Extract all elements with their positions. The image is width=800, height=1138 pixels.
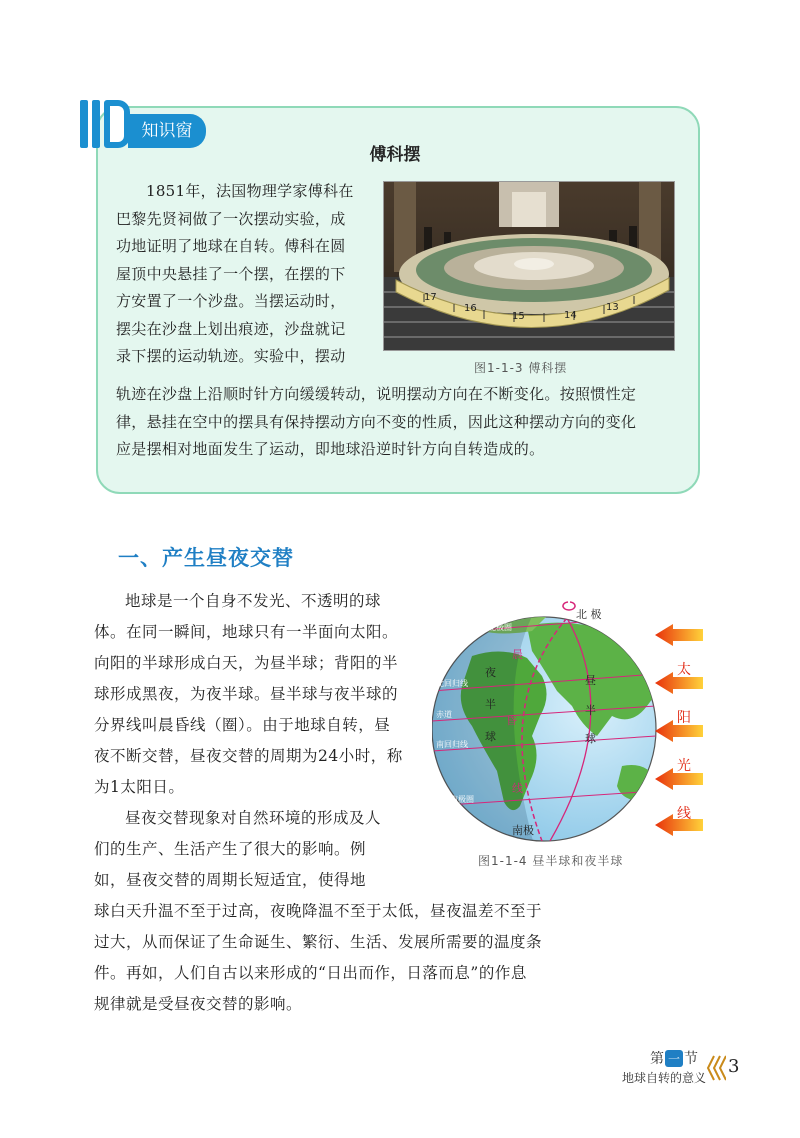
- text-line: 规律就是受昼夜交替的影响。: [94, 995, 303, 1013]
- photo-scale-number: 16: [464, 303, 477, 314]
- text-line: 分界线叫晨昏线（圈）。由于地球自转，昼: [94, 716, 391, 734]
- text-line: 屋顶中央悬挂了一个摆，在摆的下: [116, 264, 346, 283]
- tropic-cancer-label: 北回归线: [436, 679, 468, 688]
- night-label-char: 半: [485, 698, 496, 711]
- section-heading: 一、产生昼夜交替: [118, 546, 294, 570]
- photo-caption: 图1-1-3 傅科摆: [474, 361, 568, 375]
- south-pole-label: 南极: [512, 824, 534, 837]
- text-line: 摆尖在沙盘上划出痕迹，沙盘就记: [116, 319, 346, 338]
- text-line: 录下摆的运动轨迹。实验中，摆动: [116, 347, 346, 365]
- tropic-capricorn-label: 南回归线: [436, 740, 468, 749]
- globe-caption: 图1-1-4 昼半球和夜半球: [478, 854, 624, 868]
- text-line: 地球是一个自身不发光、不透明的球: [125, 592, 382, 610]
- text-line: 体。在同一瞬间，地球只有一半面向太阳。: [94, 623, 399, 641]
- photo-scale-number: 17: [424, 292, 437, 303]
- rotation-arrow-icon: [563, 602, 575, 610]
- text-line: 们的生产、生活产生了很大的影响。例: [94, 840, 367, 858]
- photo-scale-number: 13: [606, 302, 619, 313]
- sunlight-label-char: 阳: [677, 710, 691, 726]
- footer-section-suffix: 节: [684, 1051, 699, 1067]
- text-line: 过大，从而保证了生命诞生、繁衍、生活、发展所需要的温度条: [94, 933, 543, 951]
- sunlight-label-char: 太: [677, 662, 691, 678]
- sunlight-arrow-icon: [655, 624, 703, 646]
- day-label-char: 半: [585, 704, 596, 717]
- antarctic-circle-label: 南极圈: [450, 795, 474, 804]
- text-line: 功地证明了地球在自转。傅科在圆: [116, 237, 346, 255]
- foucault-pendulum-photo: [383, 181, 675, 351]
- night-label-char: 夜: [485, 666, 496, 679]
- text-line: 件。再如，人们自古以来形成的“日出而作，日落而息”的作息: [94, 964, 527, 982]
- text-line: 昼夜交替现象对自然环境的形成及人: [125, 809, 382, 827]
- foucault-pendulum-illustration: [384, 182, 674, 350]
- day-label-char: 球: [585, 732, 596, 745]
- text-line: 球白天升温不至于过高，夜晚降温不至于太低，昼夜温差不至于: [94, 902, 543, 920]
- footer-subtitle: 地球自转的意义: [622, 1071, 707, 1085]
- text-line: 轨迹在沙盘上沿顺时针方向缓缓转动，说明摆动方向在不断变化。按照惯性定: [116, 385, 637, 403]
- terminator-label-char: 昏: [506, 714, 517, 727]
- equator-label: 赤道: [436, 710, 452, 719]
- knowledge-paragraph: [116, 178, 354, 371]
- day-label-char: 昼: [585, 674, 596, 687]
- knowledge-window-badge: 知识窗: [128, 114, 206, 148]
- text-line: 向阳的半球形成白天，为昼半球；背阳的半: [94, 654, 399, 672]
- night-label-char: 球: [485, 730, 496, 743]
- photo-scale-number: 14: [564, 310, 577, 321]
- section-paragraph-2: [94, 896, 542, 1020]
- text-line: 方安置了一个沙盘。当摆运动时，: [116, 292, 346, 310]
- text-line: 巴黎先贤祠做了一次摆动实验，成: [116, 209, 346, 228]
- arctic-circle-label: 北极圈: [488, 623, 512, 632]
- terminator-label-char: 晨: [512, 648, 523, 661]
- text-line: 应是摆相对地面发生了运动，即地球沿逆时针方向自转造成的。: [116, 440, 545, 458]
- text-line: 律，悬挂在空中的摆具有保持摆动方向不变的性质，因此这种摆动方向的变化: [116, 412, 637, 431]
- north-pole-label: 北 极: [576, 608, 602, 621]
- footer-chevron-icon: [706, 1054, 726, 1088]
- footer-section-number: 一: [665, 1050, 683, 1067]
- terminator-label-char: 线: [512, 782, 523, 795]
- page-number: 3: [728, 1056, 740, 1077]
- knowledge-window-badge-icon: [78, 100, 132, 148]
- text-line: 如，昼夜交替的周期长短适宜，使得地: [94, 871, 367, 889]
- text-line: 为1太阳日。: [94, 778, 185, 796]
- text-line: 夜不断交替，昼夜交替的周期为24小时，称: [94, 747, 403, 765]
- sunlight-label-char: 光: [677, 758, 691, 774]
- footer-section: [650, 1048, 698, 1068]
- knowledge-window-title: 傅科摆: [369, 145, 421, 165]
- section-paragraph-1: [94, 586, 403, 896]
- text-line: 1851年，法国物理学家傅科在: [146, 182, 354, 200]
- sunlight-label: [674, 646, 694, 838]
- text-line: 球形成黑夜，为夜半球。昼半球与夜半球的: [94, 685, 399, 703]
- photo-scale-number: 15: [512, 311, 525, 322]
- sunlight-label-char: 线: [677, 806, 691, 822]
- footer-section-prefix: 第: [650, 1051, 664, 1067]
- knowledge-paragraph-cont: [116, 381, 686, 464]
